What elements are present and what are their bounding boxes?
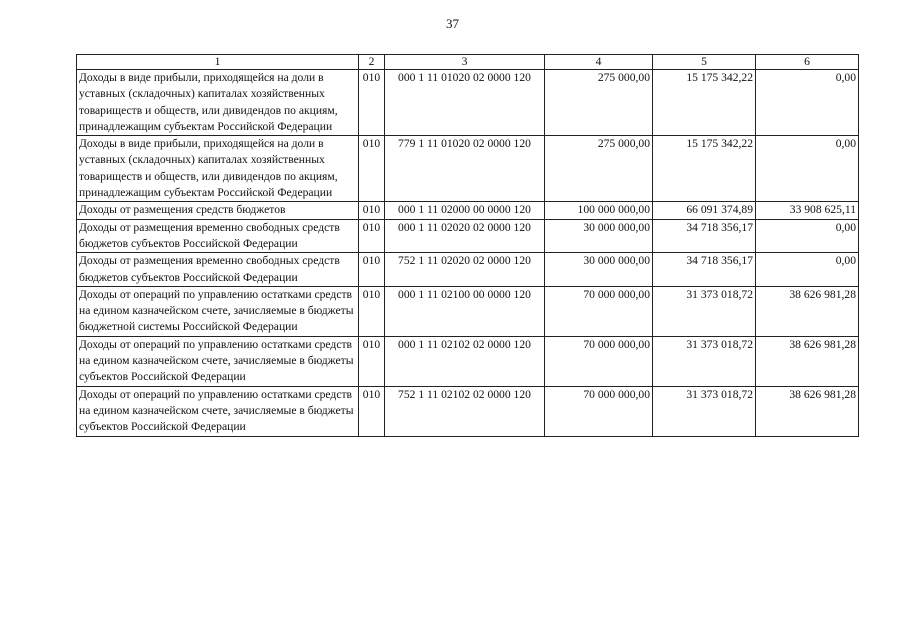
header-row (77, 55, 859, 70)
col5-amount-cell: 15 175 342,22 (653, 136, 756, 202)
header-col-3: 3 (385, 55, 545, 70)
line-code-cell: 010 (359, 136, 385, 202)
kbk-code-cell: 000 1 11 02100 00 0000 120 (385, 286, 545, 336)
kbk-code-cell: 000 1 11 02102 02 0000 120 (385, 336, 545, 386)
income-name-cell: Доходы от размещения средств бюджетов (77, 202, 359, 219)
income-table (76, 54, 859, 437)
col5-amount-cell: 31 373 018,72 (653, 336, 756, 386)
col4-amount-cell: 70 000 000,00 (545, 286, 653, 336)
header-col-6: 6 (756, 55, 859, 70)
income-name-cell: Доходы от операций по управлению остатками средств на едином казначейском счете, зачисляемые в бюджеты бюджетной системы Российской Федерации (77, 286, 359, 336)
line-code-cell: 010 (359, 336, 385, 386)
income-name-cell: Доходы от размещения временно свободных средств бюджетов субъектов Российской Федерации (77, 253, 359, 287)
col4-amount-cell: 100 000 000,00 (545, 202, 653, 219)
kbk-code-cell: 779 1 11 01020 02 0000 120 (385, 136, 545, 202)
table-row (77, 202, 859, 219)
col4-amount-cell: 70 000 000,00 (545, 386, 653, 436)
table-row (77, 386, 859, 436)
col4-amount-cell: 70 000 000,00 (545, 336, 653, 386)
line-code-cell: 010 (359, 386, 385, 436)
col5-amount-cell: 15 175 342,22 (653, 70, 756, 136)
header-col-5: 5 (653, 55, 756, 70)
col6-amount-cell: 38 626 981,28 (756, 386, 859, 436)
line-code-cell: 010 (359, 70, 385, 136)
income-name-cell: Доходы от операций по управлению остатками средств на едином казначейском счете, зачисляемые в бюджеты субъектов Российской Федерации (77, 336, 359, 386)
income-name-cell: Доходы от размещения временно свободных средств бюджетов субъектов Российской Федерации (77, 219, 359, 253)
page-number: 37 (446, 16, 459, 31)
line-code-cell: 010 (359, 253, 385, 287)
header-col-2: 2 (359, 55, 385, 70)
col6-amount-cell: 33 908 625,11 (756, 202, 859, 219)
table-row (77, 219, 859, 253)
col6-amount-cell: 0,00 (756, 136, 859, 202)
kbk-code-cell: 000 1 11 02020 02 0000 120 (385, 219, 545, 253)
line-code-cell: 010 (359, 286, 385, 336)
col4-amount-cell: 30 000 000,00 (545, 253, 653, 287)
col6-amount-cell: 0,00 (756, 219, 859, 253)
income-name-cell: Доходы от операций по управлению остатками средств на едином казначейском счете, зачисляемые в бюджеты субъектов Российской Федерации (77, 386, 359, 436)
kbk-code-cell: 752 1 11 02020 02 0000 120 (385, 253, 545, 287)
col5-amount-cell: 31 373 018,72 (653, 386, 756, 436)
col6-amount-cell: 38 626 981,28 (756, 336, 859, 386)
table-row (77, 70, 859, 136)
col4-amount-cell: 30 000 000,00 (545, 219, 653, 253)
table-row (77, 253, 859, 287)
col5-amount-cell: 34 718 356,17 (653, 219, 756, 253)
header-col-1: 1 (77, 55, 359, 70)
line-code-cell: 010 (359, 219, 385, 253)
col5-amount-cell: 34 718 356,17 (653, 253, 756, 287)
header-col-4: 4 (545, 55, 653, 70)
kbk-code-cell: 752 1 11 02102 02 0000 120 (385, 386, 545, 436)
col6-amount-cell: 0,00 (756, 70, 859, 136)
col5-amount-cell: 66 091 374,89 (653, 202, 756, 219)
table-row (77, 136, 859, 202)
income-name-cell: Доходы в виде прибыли, приходящейся на доли в уставных (складочных) капиталах хозяйственных товариществ и обществ, или дивидендов по акциям, принадлежащим субъектам Российской Федерации (77, 70, 359, 136)
table-row (77, 336, 859, 386)
kbk-code-cell: 000 1 11 01020 02 0000 120 (385, 70, 545, 136)
col6-amount-cell: 0,00 (756, 253, 859, 287)
income-name-cell: Доходы в виде прибыли, приходящейся на доли в уставных (складочных) капиталах хозяйственных товариществ и обществ, или дивидендов по акциям, принадлежащим субъектам Российской Федерации (77, 136, 359, 202)
table-row (77, 286, 859, 336)
kbk-code-cell: 000 1 11 02000 00 0000 120 (385, 202, 545, 219)
line-code-cell: 010 (359, 202, 385, 219)
col5-amount-cell: 31 373 018,72 (653, 286, 756, 336)
col4-amount-cell: 275 000,00 (545, 136, 653, 202)
col4-amount-cell: 275 000,00 (545, 70, 653, 136)
col6-amount-cell: 38 626 981,28 (756, 286, 859, 336)
